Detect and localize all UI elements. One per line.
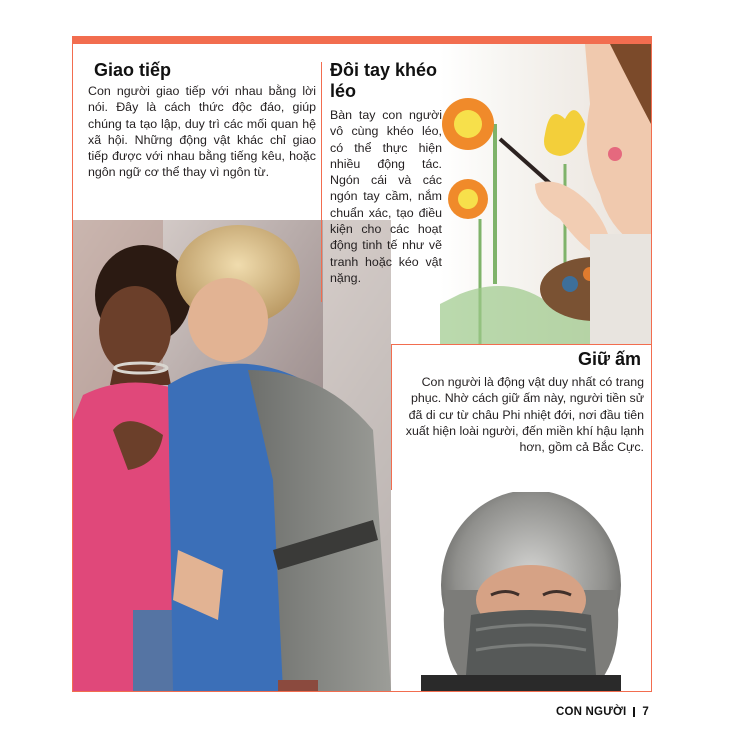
section-communication [88,60,316,181]
section-warmth-left-rule [391,344,392,490]
top-accent-bar [72,36,652,44]
section-warmth-title: Giữ ấm [577,349,641,369]
column-divider [321,62,322,302]
photo-girl-painting [440,44,651,344]
section-hands [330,60,442,286]
photo-children-talking [73,220,391,691]
section-hands-title: Đôi tay khéo léo [330,60,438,101]
footer-section-name: CON NGƯỜI [556,706,627,718]
section-warmth [391,344,651,492]
page-footer [556,706,649,718]
section-communication-body: Con người giao tiếp với nhau bằng lời nói. Đây là cách thức độc đáo, giúp chúng ta tạo lập, duy trì các mối quan hệ xã hội. Những động vật khác chỉ giao tiếp được với nhau bằng tiếng kêu, hoặc ngôn ngữ cơ thể thay vì ngôn từ. [88,84,316,180]
section-hands-body: Bàn tay con người vô cùng khéo léo, có thể thực hiện nhiều động tác. Ngón cái và các ngón tay cầm, nắm chuẩn xác, tạo điều kiện cho các hoạt động tinh tế như vẽ tranh hoặc kéo vật nặng. [330,108,442,285]
section-communication-title: Giao tiếp [94,60,172,80]
photo-person-fur-hat [391,490,651,691]
page-number: 7 [642,706,649,718]
section-warmth-body: Con người là động vật duy nhất có trang phục. Nhờ cách giữ ấm này, người tiền sử đã di cư từ châu Phi nhiệt đới, nơi đầu tiên xuất hiện loài người, đến miền khí hậu lạnh hơn, gồm cả Bắc Cực. [405,375,644,455]
footer-separator [633,707,635,717]
section-warmth-top-rule [391,344,651,345]
